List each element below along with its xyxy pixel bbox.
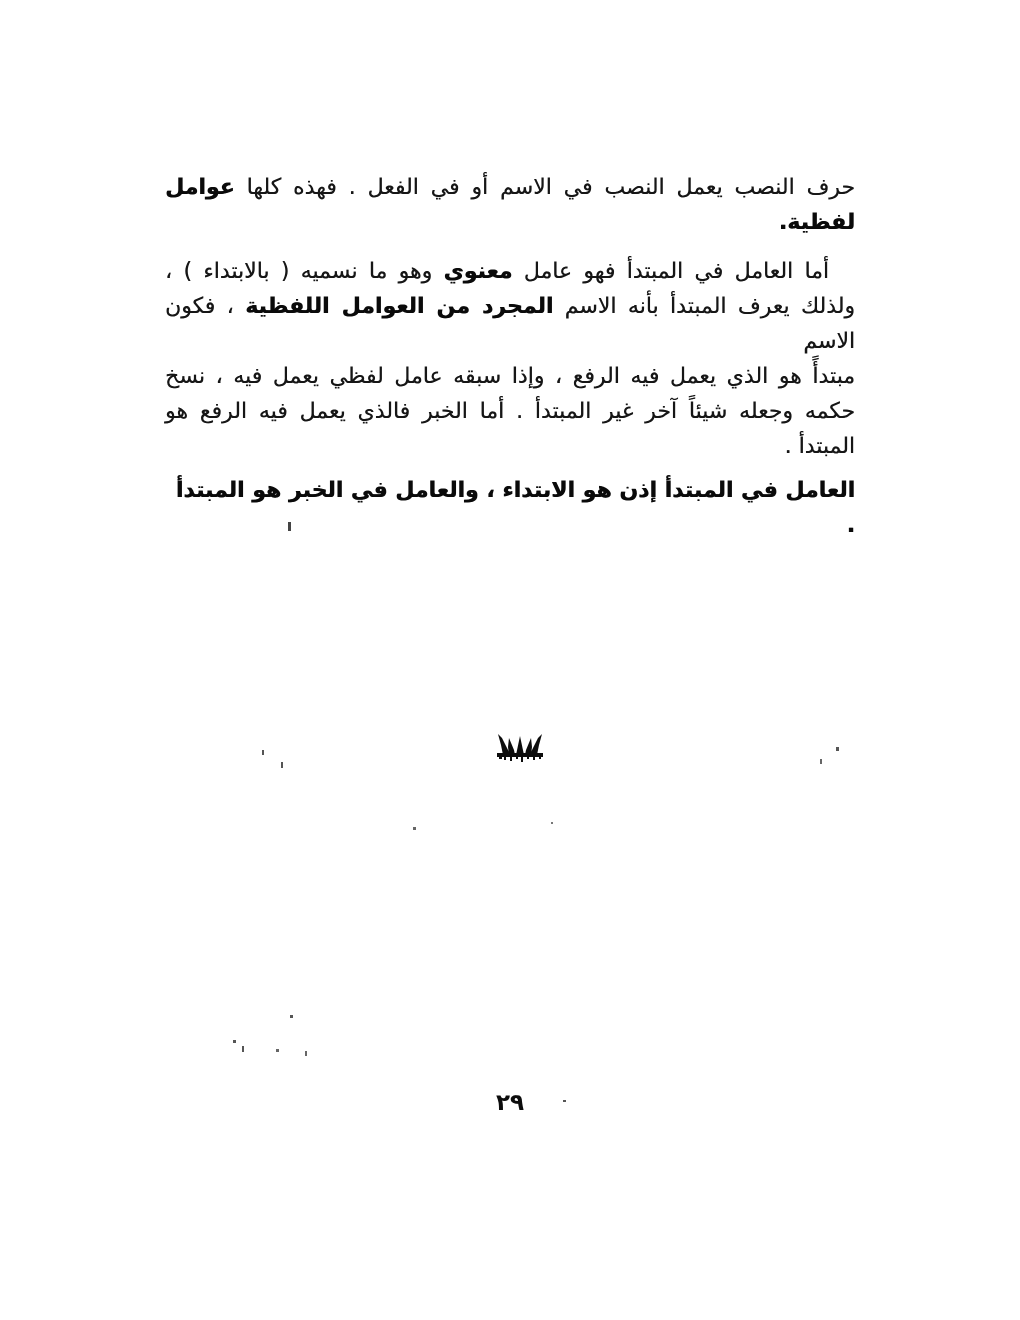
scan-speck <box>551 822 553 824</box>
text-line <box>165 359 855 394</box>
text-segment: ، فكون الاسم <box>165 294 855 354</box>
text-segment: حرف النصب يعمل النصب في الاسم أو في الفعل . فهذه كلها <box>234 175 855 200</box>
scan-speck <box>563 1100 566 1102</box>
lotus-fleuron-ornament-icon <box>496 731 544 762</box>
scan-speck <box>242 1046 244 1052</box>
text-segment: وهو ما نسميه ( بالابتداء ) ، <box>165 259 444 284</box>
text-line <box>165 473 855 543</box>
paragraph-2 <box>165 254 855 464</box>
scan-speck <box>290 1015 293 1018</box>
text-segment: أما العامل في المبتدأ فهو عامل <box>512 259 829 284</box>
text-segment-bold: عوامل لفظية. <box>165 175 855 235</box>
text-segment-bold: معنوي <box>443 259 513 284</box>
paragraph-3 <box>165 473 855 543</box>
text-segment-bold: المجرد من العوامل اللفظية <box>245 294 554 319</box>
scan-speck <box>281 762 283 768</box>
scan-speck <box>305 1051 307 1056</box>
body-text-block <box>165 170 855 543</box>
scan-speck <box>413 827 416 830</box>
scan-speck <box>820 759 822 764</box>
text-segment: مبتدأً هو الذي يعمل فيه الرفع ، وإذا سبقه عامل لفظي يعمل فيه ، نسخ <box>165 364 855 389</box>
text-line <box>165 254 855 289</box>
text-segment: حكمه وجعله شيئاً آخر غير المبتدأ . أما الخبر فالذي يعمل فيه الرفع هو <box>165 399 855 424</box>
scan-speck <box>836 747 839 751</box>
text-line <box>165 170 855 240</box>
page-number: ٢٩ <box>495 1090 525 1116</box>
text-line <box>165 289 855 359</box>
scan-speck <box>262 750 264 755</box>
scan-speck <box>233 1040 236 1043</box>
scan-speck <box>288 522 291 531</box>
scan-speck <box>276 1049 279 1052</box>
paragraph-1 <box>165 170 855 240</box>
text-segment: ولذلك يعرف المبتدأ بأنه الاسم <box>553 294 855 319</box>
text-line <box>165 429 855 464</box>
text-segment: المبتدأ . <box>784 434 855 459</box>
text-line <box>165 394 855 429</box>
text-segment-bold: العامل في المبتدأ إذن هو الابتداء ، والعامل في الخبر هو المبتدأ . <box>175 478 855 538</box>
